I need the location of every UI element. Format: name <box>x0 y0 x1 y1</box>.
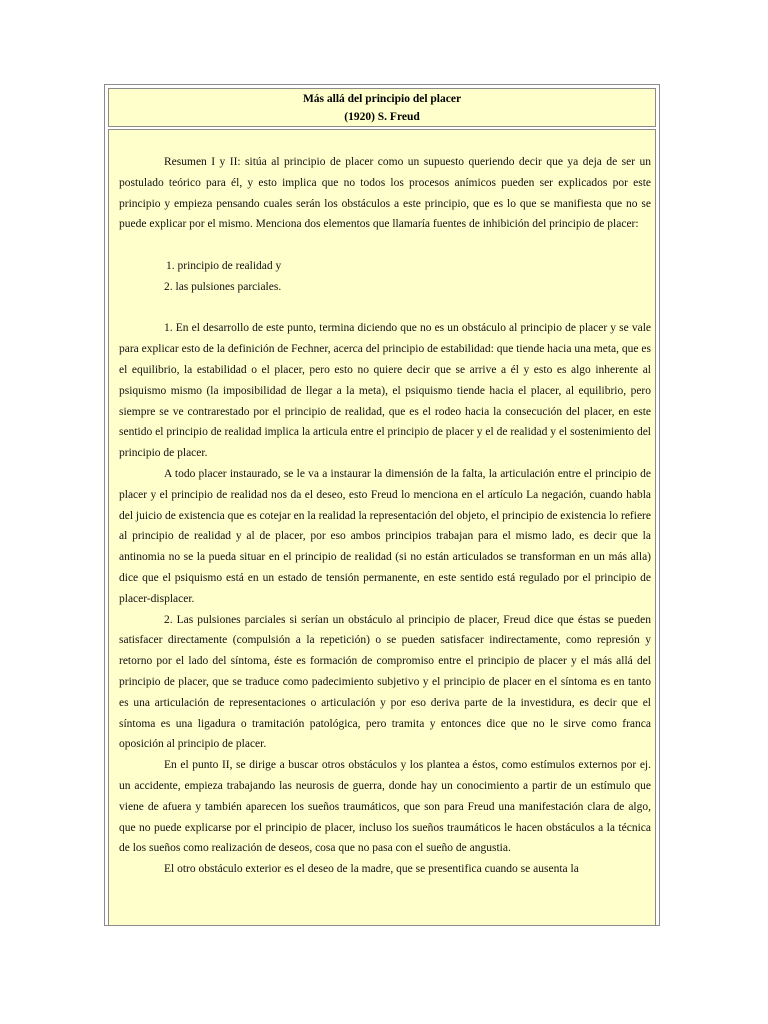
document-subtitle: (1920) S. Freud <box>344 111 420 123</box>
document-title: Más allá del principio del placer <box>302 93 462 105</box>
blank-line <box>119 235 651 256</box>
paragraph-punto-ii: En el punto II, se dirige a buscar otros obstáculos y los plantea a éstos, como estímulos externos por ej. un accidente, empieza trabajando las neurosis de guerra, donde hay un conocimiento a partir de un estímulo que viene de afuera y también aparecen los sueños traumáticos, que son para Freud una manifestación clara de algo, que no puede explicarse por el principio de placer, incluso los sueños traumáticos le hacen obstáculos a la técnica de los sueños como realización de deseos, cosa que no pasa con el sueño de angustia. <box>119 759 651 855</box>
list-item-pulsiones: 2. las pulsiones parciales. <box>164 280 282 293</box>
paragraph-pulsiones-parciales: 2. Las pulsiones parciales si serían un obstáculo al principio de placer, Freud dice que éstas se pueden satisfacer directamente (compulsión a la repetición) o se pueden satisfacer indirectamente, como represión y retorno por el lado del síntoma, éste es formación de compromiso entre el principio de placer y el más allá del principio de placer, que se traduce como padecimiento subjetivo y el principio de placer en el síntoma es en tanto es una articulación de representaciones o articulación y por eso deriva parte de la investidura, es decir que el síntoma es una ligadura o tramitación patológica, pero tramita y entonces dice que no le sirve como franca oposición al principio de placer. <box>119 613 651 751</box>
document-body <box>108 129 656 926</box>
paragraph-placer-instaurado: A todo placer instaurado, se le va a instaurar la dimensión de la falta, la articulación entre el principio de placer y el principio de realidad nos da el deseo, esto Freud lo menciona en el artículo La negación, cuando habla del juicio de existencia que es cotejar en la realidad la representación del objeto, el principio de existencia lo refiere al principio de realidad y al de placer, por eso ambos principios trabajan para el mismo lado, es decir que la antinomia no se la pueda situar en el principio de realidad (si no están articulados se transforman en un más alla) dice que el psiquismo está en un estado de tensión permanente, en este sentido está regulado por el principio de placer-displacer. <box>119 467 651 605</box>
paragraph-principio-realidad: 1. En el desarrollo de este punto, termina diciendo que no es un obstáculo al principio de placer y se vale para explicar esto de la definición de Fechner, acerca del principio de estabilidad: que tiende hacia una meta, que es el equilibrio, la estabilidad o el placer, pero esto no quiere decir que se arrive a él y esto es algo inherente al psiquismo mismo (la imposibilidad de llegar a la meta), el psiquismo tiende hacia el placer, al equilibrio, pero siempre se ve contrarestado por el principio de realidad, que es el rodeo hacia la consecución del placer, en este sentido el principio de realidad implica la articula entre el principio de placer y el de realidad y el sostenimiento del principio de placer. <box>119 322 651 460</box>
paragraph-obstaculo-exterior: El otro obstáculo exterior es el deseo de la madre, que se presentifica cuando se ausenta la <box>164 863 579 876</box>
title-cell <box>108 88 656 127</box>
document-frame <box>104 84 660 926</box>
list-item-realidad: 1. principio de realidad y <box>166 259 282 272</box>
intro-paragraph: Resumen I y II: sitúa al principio de placer como un supuesto queriendo decir que ya deja de ser un postulado teórico para él, y esto implica que no todos los procesos anímicos pueden ser explicados por este principio y empieza pensando cuales serán los obstáculos a este principio, que es lo que se manifiesta que no se puede explicar por el mismo. Menciona dos elementos que llamaría fuentes de inhibición del principio de placer: <box>119 156 651 231</box>
blank-line <box>119 298 651 319</box>
